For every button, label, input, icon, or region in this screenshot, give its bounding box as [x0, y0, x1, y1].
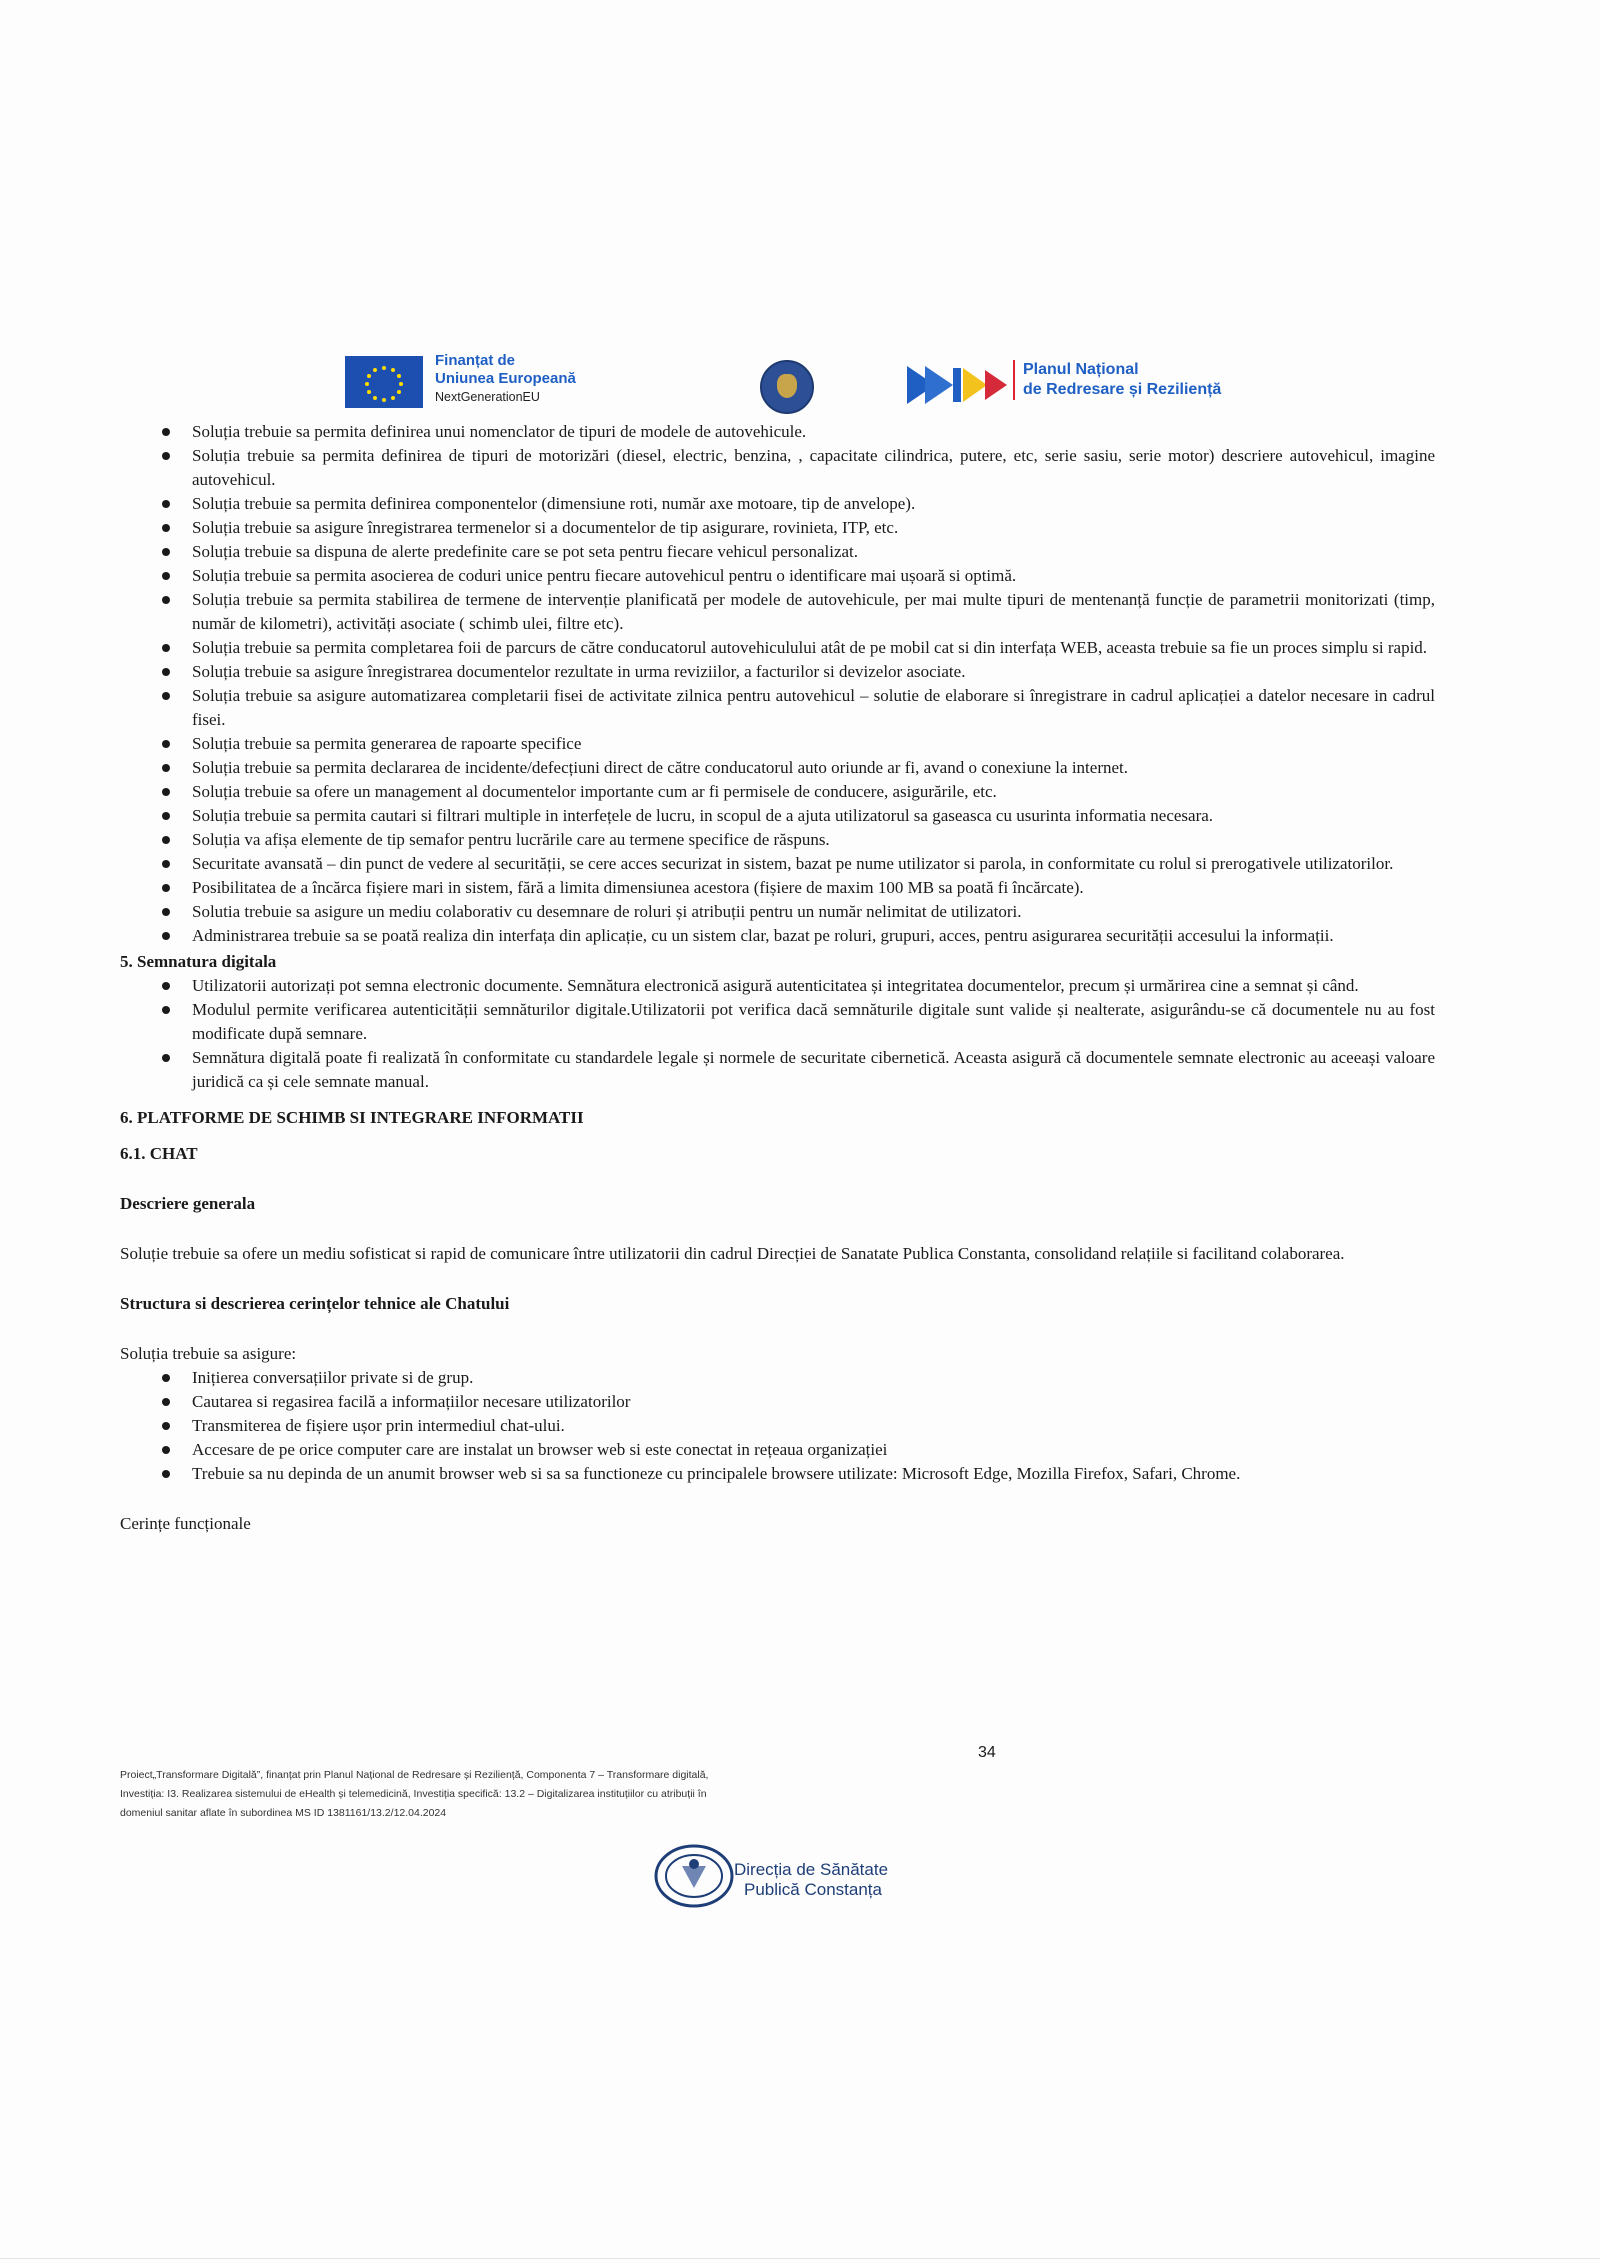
page-number: 34 [978, 1744, 996, 1761]
dsp-name [734, 1860, 888, 1900]
cerinte-functionale-label: Cerințe funcționale [120, 1514, 251, 1533]
list-item: Trebuie sa nu depinda de un anumit browser web si sa sa functioneze cu principalele browsere utilizate: Microsoft Edge, Mozilla Firefox, Safari, Chrome. [120, 1462, 1435, 1486]
list-item: Soluția trebuie sa permita definirea de tipuri de motorizări (diesel, electric, benzina, , capacitate cilindrica, putere, etc, serie sasiu, serie motor) descriere autovehicul, imagine autovehicul. [120, 444, 1435, 492]
footer-line-2: Investiția: I3. Realizarea sistemului de eHealth și telemedicină, Investiția specifică: 13.2 – Digitalizarea instituțiilor cu atribuții în [120, 1788, 707, 1800]
list-item: Solutia trebuie sa asigure un mediu colaborativ cu desemnare de roluri și atribuții pentru un număr nelimitat de utilizatori. [120, 900, 1435, 924]
section-6-1-heading: 6.1. CHAT [120, 1144, 198, 1163]
requirements-list-fleet [120, 420, 1435, 948]
eu-line-2: Uniunea Europeană [435, 370, 576, 387]
dsp-line-1: Direcția de Sănătate [734, 1860, 889, 1879]
eu-flag-icon [345, 356, 423, 408]
document-body [120, 420, 1435, 1536]
asigure-paragraph: Soluția trebuie sa asigure: [120, 1344, 297, 1363]
list-item: Soluția trebuie sa permita asocierea de coduri unice pentru fiecare autovehicul pentru o identificare mai ușoară si optimă. [120, 564, 1435, 588]
list-item: Soluția trebuie sa permita definirea componentelor (dimensiune roti, număr axe motoare, tip de anvelope). [120, 492, 1435, 516]
list-item: Transmiterea de fișiere ușor prin intermediul chat-ului. [120, 1414, 1435, 1438]
footer-line-1: Proiect„Transformare Digitală”, finanțat prin Planul Național de Redresare și Reziliență, Componenta 7 – Transformare digitală, [120, 1769, 709, 1781]
list-item: Inițierea conversațiilor private si de grup. [120, 1366, 1435, 1390]
list-item: Securitate avansată – din punct de vedere al securității, se cere acces securizat in sistem, bazat pe nume utilizator si parola, in conformitate cu rolul si prerogativele utilizatorilor. [120, 852, 1435, 876]
dsp-seal-icon [652, 1844, 736, 1908]
list-item: Soluția trebuie sa asigure automatizarea completarii fisei de activitate zilnica pentru autovehicul – solutie de elaborare si înregistrare in cadrul aplicației a datelor necesare in cadrul fisei. [120, 684, 1435, 732]
dsp-constanta-logo [652, 1844, 952, 1910]
requirements-list-signature [120, 974, 1435, 1094]
footer-line-3: domeniul sanitar aflate în subordinea MS ID 1381161/13.2/12.04.2024 [120, 1807, 447, 1819]
descriere-paragraph: Soluție trebuie sa ofere un mediu sofisticat si rapid de comunicare între utilizatorii din cadrul Direcției de Sanatate Publica Constanta, consolidand relațiile si facilitand colaborarea. [120, 1244, 1345, 1263]
funding-header [345, 352, 1250, 414]
descriere-heading: Descriere generala [120, 1194, 256, 1213]
list-item: Soluția trebuie sa permita declararea de incidente/defecțiuni direct de către conducatorul auto oriunde ar fi, avand o conexiune la internet. [120, 756, 1435, 780]
list-item: Accesare de pe orice computer care are instalat un browser web si este conectat in rețeaua organizației [120, 1438, 1435, 1462]
list-item: Modulul permite verificarea autenticității semnăturilor digitale.Utilizatorii pot verifica dacă semnăturile digitale sunt valide și nealterate, asigurându-se că documentele nu au fost modificate după semnare. [120, 998, 1435, 1046]
pnrr-line-1: Planul Național [1023, 361, 1139, 378]
structura-heading: Structura si descrierea cerințelor tehnice ale Chatului [120, 1294, 510, 1313]
list-item: Soluția trebuie sa asigure înregistrarea termenelor si a documentelor de tip asigurare, rovinieta, ITP, etc. [120, 516, 1435, 540]
list-item: Utilizatorii autorizați pot semna electronic documente. Semnătura electronică asigură autenticitatea și integritatea documentelor, precum și urmărirea cine a semnat și când. [120, 974, 1435, 998]
list-item: Soluția trebuie sa ofere un management al documentelor importante cum ar fi permisele de conducere, asigurările, etc. [120, 780, 1435, 804]
list-item: Soluția va afișa elemente de tip semafor pentru lucrările care au termene specifice de răspuns. [120, 828, 1435, 852]
section-6-heading: 6. PLATFORME DE SCHIMB SI INTEGRARE INFORMATII [120, 1108, 584, 1127]
list-item: Posibilitatea de a încărca fișiere mari in sistem, fără a limita dimensiunea acestora (fișiere de maxim 100 MB sa poată fi încărcate). [120, 876, 1435, 900]
list-item: Administrarea trebuie sa se poată realiza din interfața din aplicație, cu un sistem clar, bazat pe roluri, grupuri, acces, pentru asigurarea securității accesului la informații. [120, 924, 1435, 948]
pnrr-logo-icon [907, 360, 1017, 410]
list-item: Cautarea si regasirea facilă a informațiilor necesare utilizatorilor [120, 1390, 1435, 1414]
dsp-line-2: Publică Constanța [744, 1880, 882, 1899]
pnrr-line-2: de Redresare și Reziliență [1023, 381, 1222, 398]
list-item: Soluția trebuie sa permita cautari si filtrari multiple in interfețele de lucru, in scopul de a ajuta utilizatorul sa gaseasca cu usurinta informatia necesara. [120, 804, 1435, 828]
list-item: Soluția trebuie sa permita generarea de rapoarte specifice [120, 732, 1435, 756]
page-bottom-edge [0, 2258, 1600, 2259]
requirements-list-chat [120, 1366, 1435, 1486]
section-5-heading: 5. Semnatura digitala [120, 952, 277, 971]
eu-line-3: NextGenerationEU [435, 390, 540, 404]
list-item: Soluția trebuie sa permita definirea unui nomenclator de tipuri de modele de autovehicule. [120, 420, 1435, 444]
list-item: Soluția trebuie sa permita stabilirea de termene de intervenție planificată per modele de autovehicule, per mai multe tipuri de mentenanță funcție de parametrii monitorizati (timp, număr de kilometri), activități asociate ( schimb ulei, filtre etc). [120, 588, 1435, 636]
list-item: Soluția trebuie sa dispuna de alerte predefinite care se pot seta pentru fiecare vehicul personalizat. [120, 540, 1435, 564]
eu-funding-text [435, 352, 576, 406]
pnrr-text [1013, 360, 1221, 400]
list-item: Soluția trebuie sa asigure înregistrarea documentelor rezultate in urma reviziilor, a facturilor si devizelor asociate. [120, 660, 1435, 684]
romania-government-seal-icon [760, 360, 814, 414]
eu-line-1: Finanțat de [435, 352, 516, 369]
list-item: Semnătura digitală poate fi realizată în conformitate cu standardele legale și normele de securitate cibernetică. Aceasta asigură că documentele semnate electronic au aceeași valoare juridică ca și cele semnate manual. [120, 1046, 1435, 1094]
list-item: Soluția trebuie sa permita completarea foii de parcurs de către conducatorul autovehiculului atât de pe mobil cat si din interfața WEB, aceasta trebuie sa fie un proces simplu si rapid. [120, 636, 1435, 660]
footer-project-text [120, 1766, 1000, 1823]
